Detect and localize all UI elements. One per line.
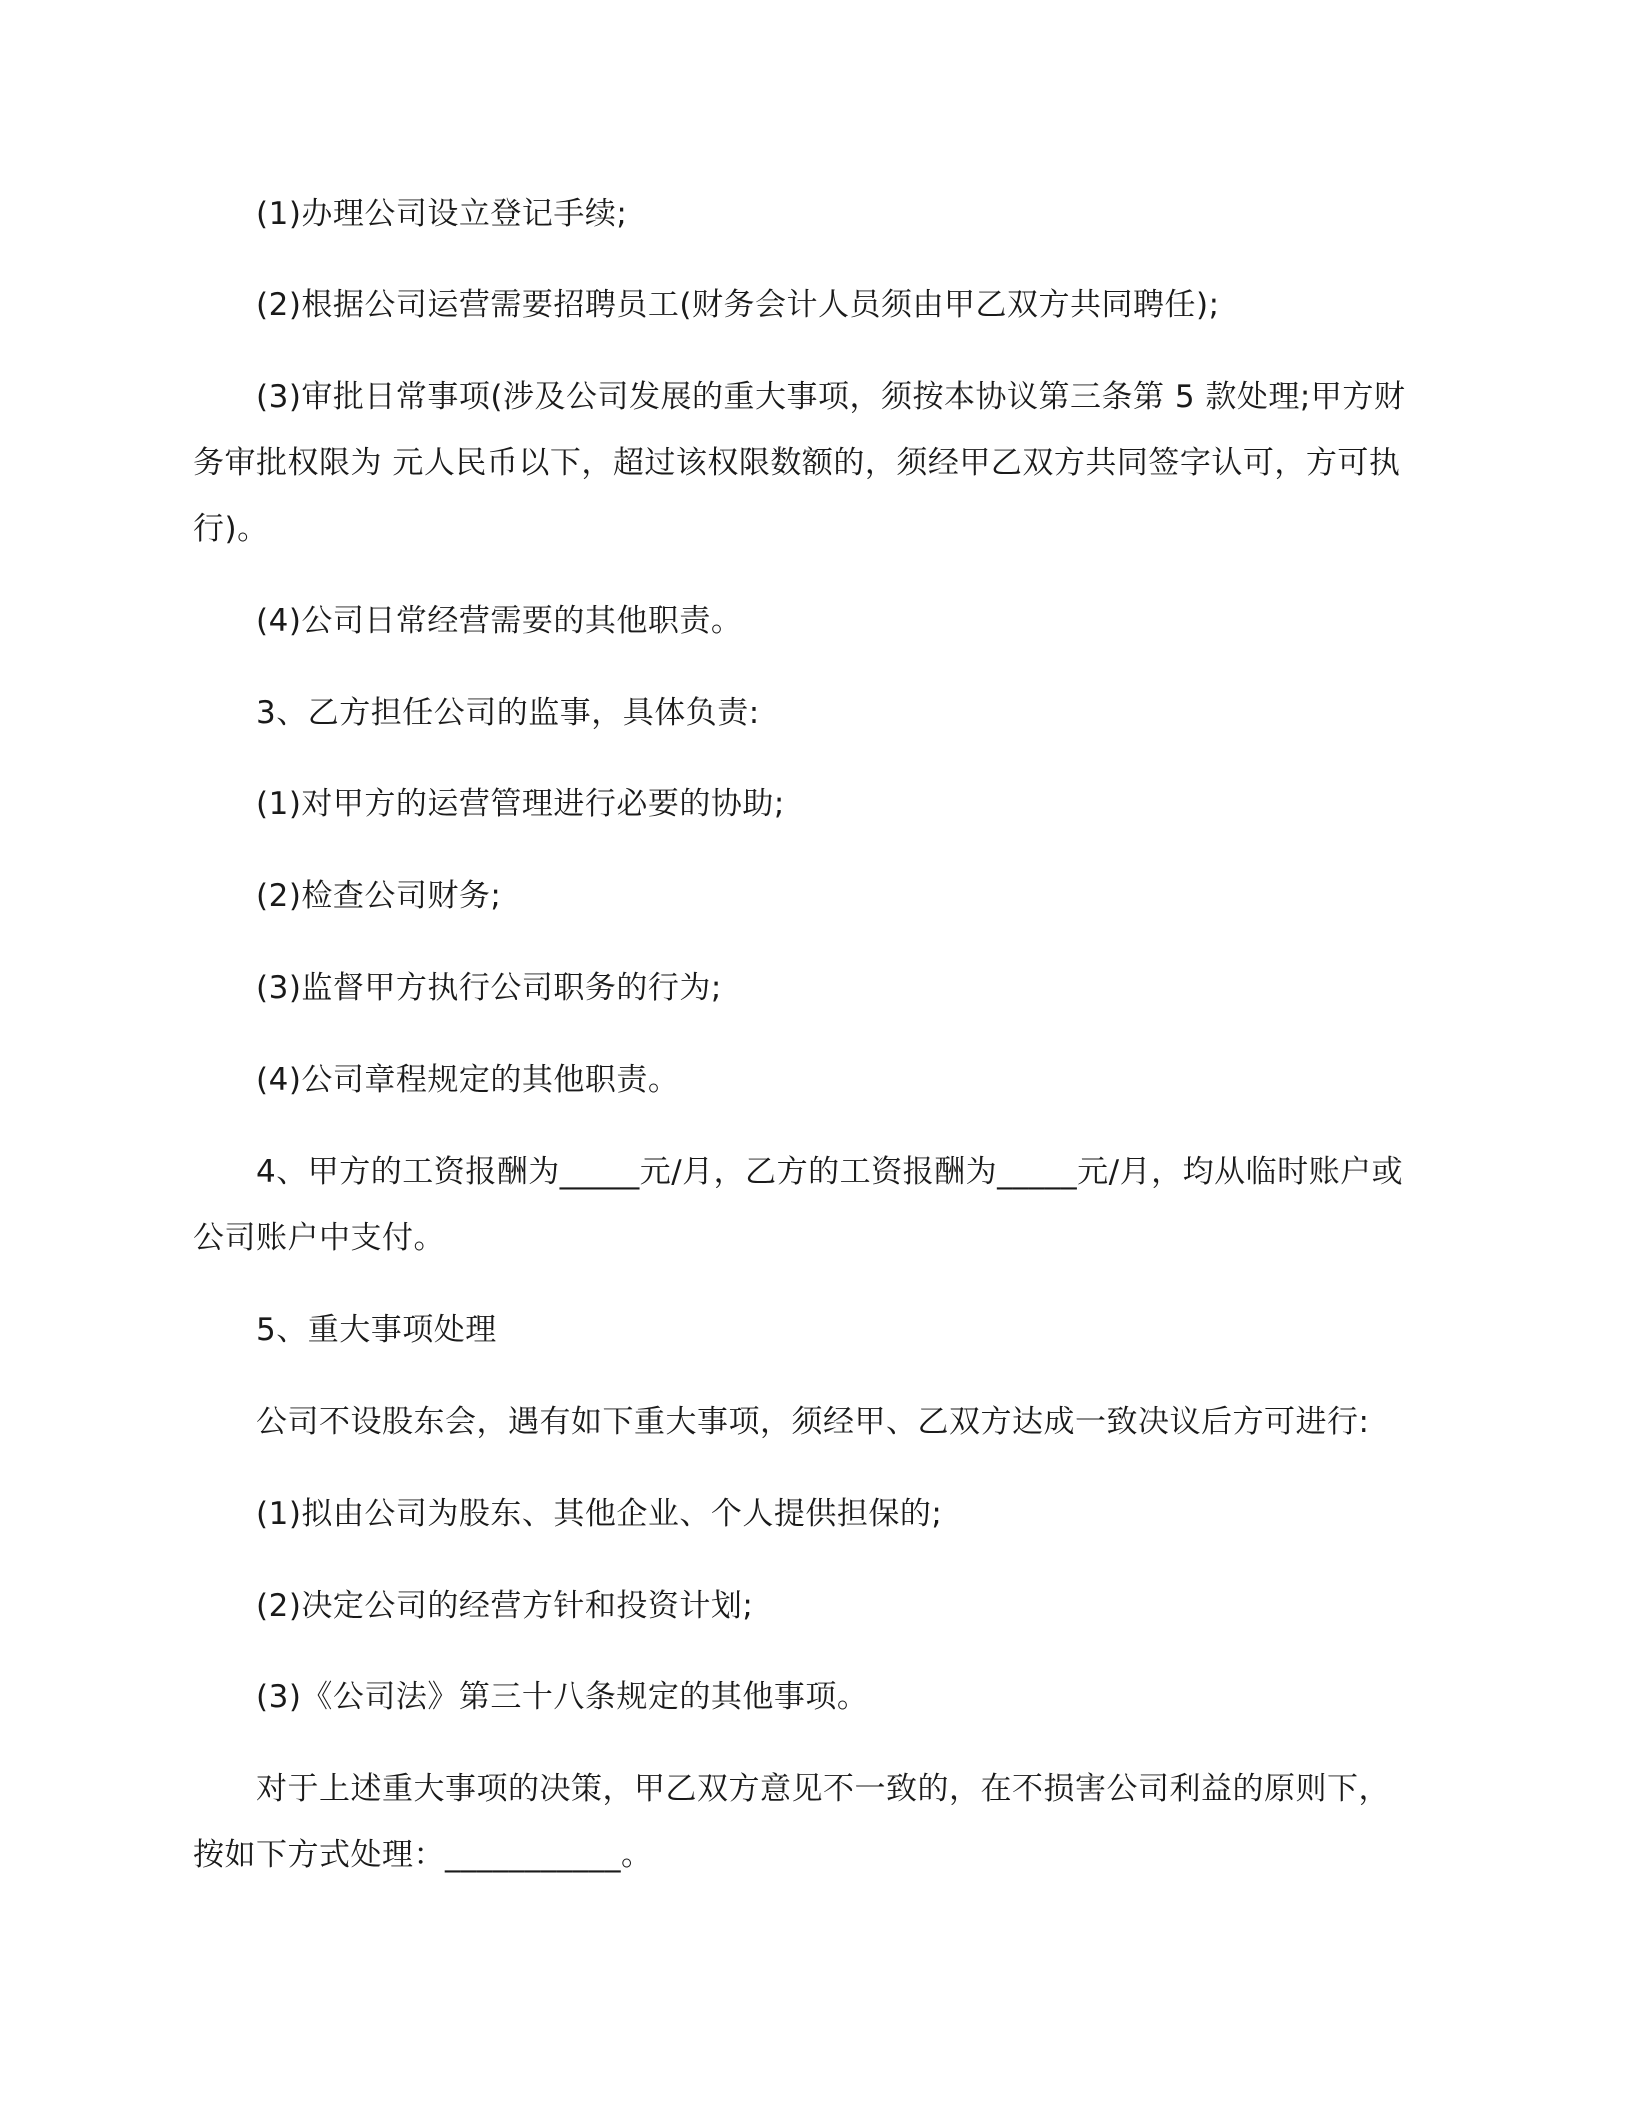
paragraph-line: 4、甲方的工资报酬为_____元/月，乙方的工资报酬为_____元/月，均从临时账户或 — [256, 1154, 1404, 1190]
paragraph-line: (2)根据公司运营需要招聘员工(财务会计人员须由甲乙双方共同聘任); — [256, 287, 1220, 323]
paragraph-line: 5、重大事项处理 — [256, 1312, 497, 1348]
paragraph-line: (3)监督甲方执行公司职务的行为; — [256, 970, 722, 1006]
paragraph-line: 3、乙方担任公司的监事，具体负责: — [256, 695, 760, 731]
paragraph-line: 公司账户中支付。 — [193, 1220, 445, 1256]
paragraph-line: (2)决定公司的经营方针和投资计划; — [256, 1588, 754, 1624]
paragraph-line: 行)。 — [193, 511, 269, 547]
paragraph-line: (3)审批日常事项(涉及公司发展的重大事项，须按本协议第三条第 5 款处理;甲方财 — [256, 379, 1406, 415]
paragraph-line: (1)办理公司设立登记手续; — [256, 196, 628, 232]
paragraph-line: 公司不设股东会，遇有如下重大事项，须经甲、乙双方达成一致决议后方可进行: — [256, 1404, 1370, 1440]
paragraph-line: (1)对甲方的运营管理进行必要的协助; — [256, 786, 785, 822]
paragraph-line: 务审批权限为 元人民币以下，超过该权限数额的，须经甲乙双方共同签字认可，方可执 — [193, 445, 1401, 481]
paragraph-line: (1)拟由公司为股东、其他企业、个人提供担保的; — [256, 1496, 943, 1532]
paragraph-line: 对于上述重大事项的决策，甲乙双方意见不一致的，在不损害公司利益的原则下， — [256, 1771, 1390, 1807]
paragraph-line: (2)检查公司财务; — [256, 878, 502, 914]
paragraph-line: (3)《公司法》第三十八条规定的其他事项。 — [256, 1679, 869, 1715]
paragraph-line: (4)公司章程规定的其他职责。 — [256, 1062, 680, 1098]
paragraph-line: 按如下方式处理：___________。 — [193, 1837, 653, 1873]
paragraph-line: (4)公司日常经营需要的其他职责。 — [256, 603, 743, 639]
